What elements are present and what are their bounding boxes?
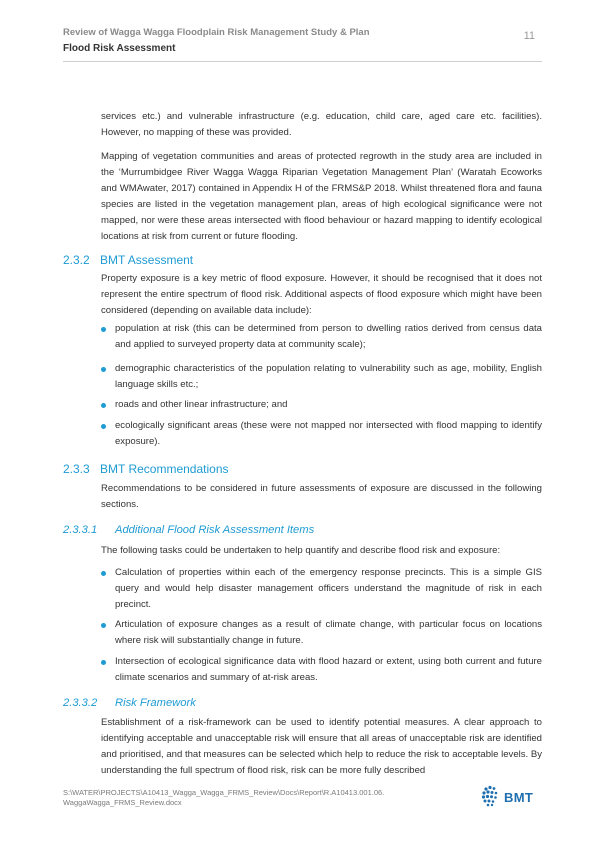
bullet-icon: [101, 623, 106, 628]
section-heading-2-3-3-1: [63, 524, 314, 536]
file-path-footer: [63, 788, 393, 808]
list-item-text: population at risk (this can be determined from person to dwelling ratios derived from census data and applied to surveyed property data at community scale);: [115, 323, 542, 350]
list-item: [101, 321, 542, 353]
bullet-icon: [101, 403, 106, 408]
section-heading-2-3-3-2: [63, 697, 196, 709]
list-item-text: ecologically significant areas (these were not mapped nor intersected with flood mapping to identify exposure).: [115, 420, 542, 447]
section-title: Risk Framework: [115, 697, 196, 709]
bullet-icon: [101, 571, 106, 576]
section-number: 2.3.3.2: [63, 697, 98, 709]
section-number: 2.3.3.1: [63, 524, 98, 536]
section-number: 2.3.3: [63, 462, 90, 476]
list-item: [101, 565, 542, 613]
list-item: [101, 361, 542, 393]
list-item: [101, 617, 542, 649]
paragraph-tasks-intro: The following tasks could be undertaken to help quantify and describe flood risk and exposure:: [101, 545, 501, 556]
list-item: [101, 654, 542, 686]
list-item: [101, 397, 542, 413]
paragraph-vegetation-mapping: Mapping of vegetation communities and areas of protected regrowth in the study area are included in the ‘Murrumbidgee River Wagga Wagga Riparian Vegetation Management Plan’ (Waratah Ecoworks and WMAwater, 2017) contained in Appendix H of the FRMS&P 2018. Whilst threatened flora and fauna species are listed in the vegetation management plan, areas of high ecological significance were not mapped, nor were these areas intersected with flood behaviour or hazard mapping to identify ecological locations at risk from current or future flooding.: [101, 151, 542, 242]
bullet-icon: [101, 327, 106, 332]
bullet-icon: [101, 660, 106, 665]
list-item-text: Calculation of properties within each of the emergency response precincts. This is a simple GIS query and would help disaster management officers understand the magnitude of risk in each precinct.: [115, 567, 542, 610]
paragraph-vulnerable-infrastructure: services etc.) and vulnerable infrastructure (e.g. education, child care, aged care etc. facilities). However, no mapping of these was provided.: [101, 111, 542, 138]
file-path-line: S:\WATER\PROJECTS\A10413_Wagga_Wagga_FRMS_Review\Docs\Report\R.A10413.001.06.: [63, 788, 385, 797]
page-number: 11: [523, 30, 535, 42]
list-item-text: Articulation of exposure changes as a result of climate change, with particular focus on locations where risk will substantially change in future.: [115, 619, 542, 646]
bullet-icon: [101, 367, 106, 372]
report-title: Review of Wagga Wagga Floodplain Risk Management Study & Plan: [63, 27, 370, 38]
paragraph-recommendations: Recommendations to be considered in future assessments of exposure are discussed in the following sections.: [101, 483, 542, 510]
list-item-text: Intersection of ecological significance data with flood hazard or extent, using both current and future climate scenarios and summary of at-risk areas.: [115, 656, 542, 683]
section-number: 2.3.2: [63, 253, 90, 267]
section-heading-2-3-2: [63, 253, 193, 267]
list-item: [101, 418, 542, 450]
section-title: BMT Recommendations: [100, 462, 229, 476]
logo-text: BMT: [504, 790, 534, 805]
header-divider: [63, 61, 542, 62]
section-title: Additional Flood Risk Assessment Items: [115, 524, 315, 536]
list-item-text: demographic characteristics of the population relating to vulnerability such as age, mobility, English language skills etc.;: [115, 363, 542, 390]
report-subtitle: Flood Risk Assessment: [63, 43, 176, 54]
paragraph-risk-framework: Establishment of a risk-framework can be used to identify potential measures. A clear approach to identifying acceptable and unacceptable risk will ensure that all areas of unacceptable risk are identified and prioritised, and that measures can be selected which help to reduce the risk to acceptable levels. By understanding the full spectrum of flood risk, risk can be more fully described: [101, 717, 542, 776]
section-heading-2-3-3: [63, 462, 229, 476]
section-title: BMT Assessment: [100, 253, 194, 267]
bullet-icon: [101, 424, 106, 429]
paragraph-property-exposure: Property exposure is a key metric of flood exposure. However, it should be recognised that it does not represent the entire spectrum of flood risk. Additional aspects of flood exposure which might have been considered (depending on available data include):: [101, 273, 542, 316]
list-item-text: roads and other linear infrastructure; and: [115, 399, 288, 410]
file-path-line: WaggaWagga_FRMS_Review.docx: [63, 798, 182, 807]
